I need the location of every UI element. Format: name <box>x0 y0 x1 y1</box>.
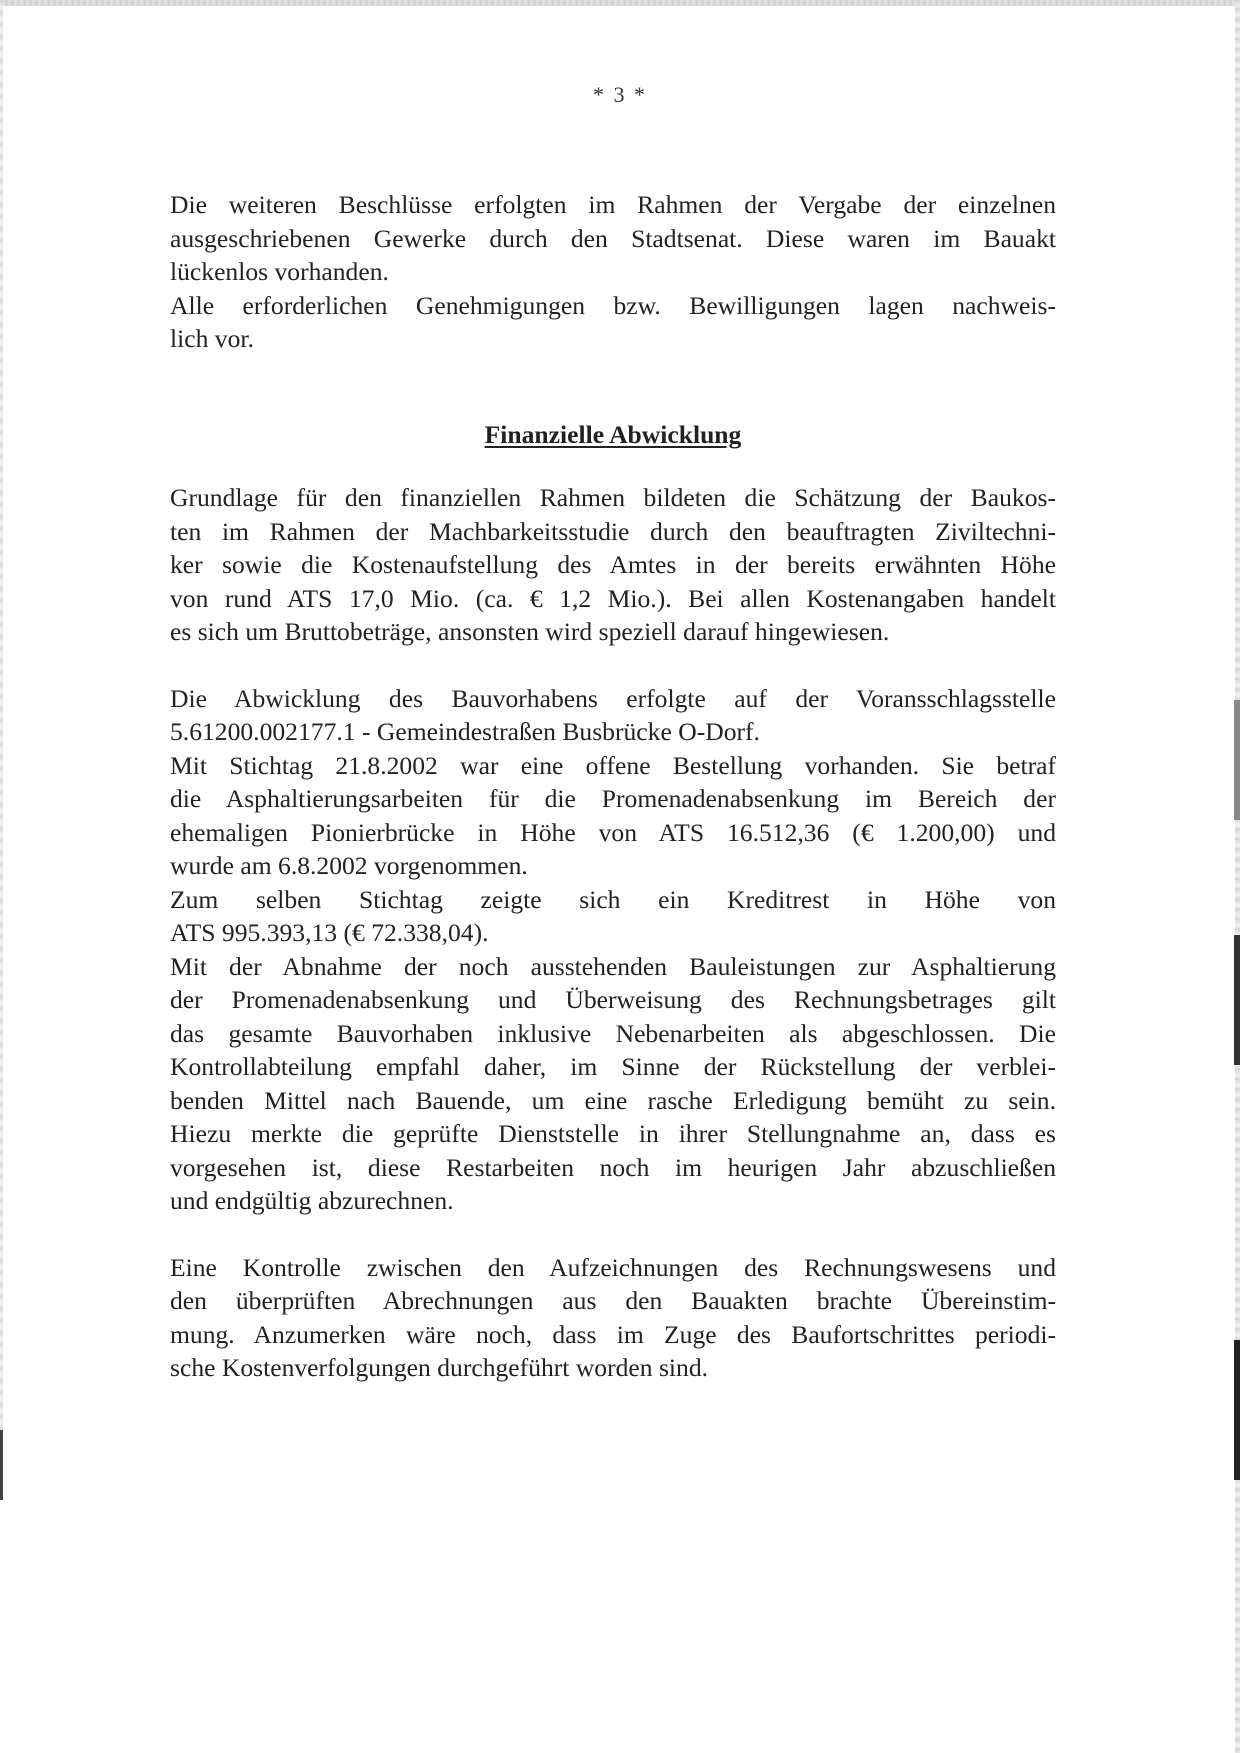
text-line: ehemaligen Pionierbrücke in Höhe von ATS 16.512,36 (€ 1.200,00) und <box>170 817 1056 847</box>
paragraph-resolutions <box>170 188 1056 289</box>
paragraph-credit-balance <box>170 883 1056 950</box>
text-line: ATS 995.393,13 (€ 72.338,04). <box>170 918 489 947</box>
text-line: Mit Stichtag 21.8.2002 war eine offene Bestellung vorhanden. Sie betraf <box>170 750 1056 780</box>
text-line: die Asphaltierungsarbeiten für die Promenadenabsenkung im Bereich der <box>170 784 1056 813</box>
paragraph-open-order <box>170 749 1056 883</box>
text-line: ten im Rahmen der Machbarkeitsstudie durch den beauftragten Ziviltechni- <box>170 516 1056 546</box>
paragraph-permits <box>170 289 1056 356</box>
text-line: Eine Kontrolle zwischen den Aufzeichnungen des Rechnungswesens und <box>170 1252 1056 1282</box>
text-line: Alle erforderlichen Genehmigungen bzw. Bewilligungen lagen nachweis- <box>170 290 1056 320</box>
text-line: Die weiteren Beschlüsse erfolgten im Rahmen der Vergabe der einzelnen <box>170 190 1056 219</box>
text-line: mung. Anzumerken wäre noch, dass im Zuge des Baufortschrittes periodi- <box>170 1319 1056 1349</box>
text-line: lückenlos vorhanden. <box>170 257 389 286</box>
text-line: Die Abwicklung des Bauvorhabens erfolgte auf der Voransschlagsstelle <box>170 683 1056 713</box>
document-body <box>170 188 1056 1385</box>
text-line: Grundlage für den finanziellen Rahmen bildeten die Schätzung der Baukos- <box>170 483 1056 512</box>
paragraph-control <box>170 1251 1056 1385</box>
paragraph-processing <box>170 682 1056 749</box>
text-line: Hiezu merkte die geprüfte Dienststelle in ihrer Stellungnahme an, dass es <box>170 1119 1056 1148</box>
text-line: vorgesehen ist, diese Restarbeiten noch im heurigen Jahr abzuschließen <box>170 1152 1056 1182</box>
scan-edge-left <box>0 0 3 1500</box>
scan-edge-right-mark-3 <box>1234 1340 1240 1480</box>
scan-edge-top <box>0 0 1240 6</box>
text-line: ker sowie die Kostenaufstellung des Amtes in der bereits erwähnten Höhe <box>170 550 1056 579</box>
text-line: Mit der Abnahme der noch ausstehenden Bauleistungen zur Asphaltierung <box>170 951 1056 981</box>
scan-edge-left-mark <box>0 1430 3 1500</box>
text-line: der Promenadenabsenkung und Überweisung des Rechnungsbetrages gilt <box>170 985 1056 1014</box>
text-line: lich vor. <box>170 324 254 353</box>
text-line: 5.61200.002177.1 - Gemeindestraßen Busbrücke O-Dorf. <box>170 717 760 746</box>
scan-edge-right-mark-1 <box>1234 700 1240 820</box>
text-line: und endgültig abzurechnen. <box>170 1186 454 1215</box>
text-line: den überprüften Abrechnungen aus den Bauakten brachte Übereinstim- <box>170 1286 1056 1315</box>
paragraph-financial-basis <box>170 481 1056 649</box>
text-line: Kontrollabteilung empfahl daher, im Sinne der Rückstellung der verblei- <box>170 1052 1056 1081</box>
text-line: benden Mittel nach Bauende, um eine rasche Erledigung bemüht zu sein. <box>170 1085 1056 1115</box>
text-line: es sich um Bruttobeträge, ansonsten wird speziell darauf hingewiesen. <box>170 617 890 646</box>
text-line: ausgeschriebenen Gewerke durch den Stadtsenat. Diese waren im Bauakt <box>170 223 1056 253</box>
text-line: Zum selben Stichtag zeigte sich ein Kreditrest in Höhe von <box>170 884 1056 914</box>
paragraph-completion <box>170 950 1056 1218</box>
text-line: von rund ATS 17,0 Mio. (ca. € 1,2 Mio.). Bei allen Kostenangaben handelt <box>170 583 1056 613</box>
scan-edge-right-mark-2 <box>1234 935 1240 1065</box>
text-line: sche Kostenverfolgungen durchgeführt worden sind. <box>170 1353 709 1382</box>
text-line: das gesamte Bauvorhaben inklusive Nebenarbeiten als abgeschlossen. Die <box>170 1018 1056 1048</box>
text-line: wurde am 6.8.2002 vorgenommen. <box>170 851 528 880</box>
page-number: * 3 * <box>593 82 647 107</box>
scan-edge-right <box>1235 0 1240 1753</box>
section-heading: Finanzielle Abwicklung <box>484 419 742 449</box>
